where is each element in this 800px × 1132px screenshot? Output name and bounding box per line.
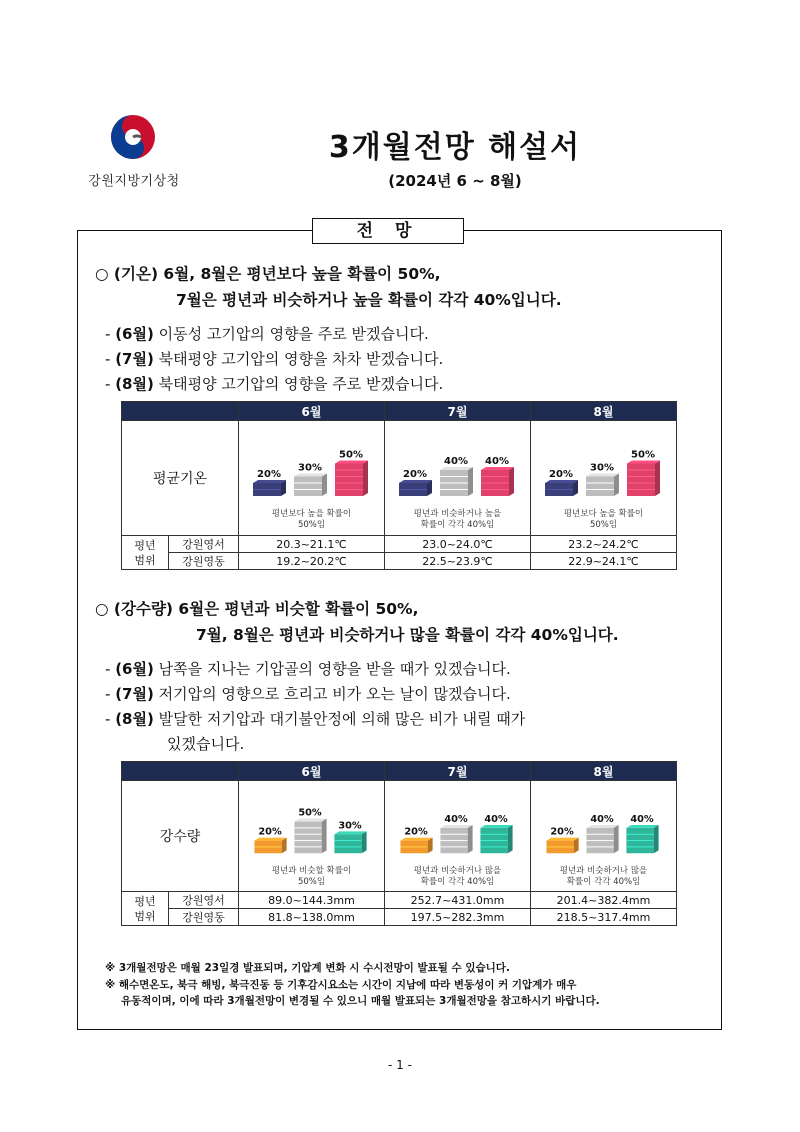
bar-below-normal	[546, 837, 578, 853]
bar-above-normal	[480, 824, 512, 852]
table-cell: 197.5~282.3mm	[385, 909, 531, 926]
page-title: 3개월전망 해설서	[328, 130, 582, 165]
precip-headline-2: 7월, 8월은 평년과 비슷하거나 많을 확률이 각각 40%입니다.	[196, 626, 619, 644]
precip-chart-6	[239, 785, 384, 863]
table-cell: 22.9~24.1℃	[531, 553, 677, 570]
precip-chart-8	[531, 785, 676, 863]
precip-bullet-7: - (7월) 저기압의 영향으로 흐리고 비가 오는 날이 많겠습니다.	[105, 685, 511, 703]
precip-month-6: 6월	[239, 762, 385, 781]
bar-near-normal	[440, 467, 473, 496]
data-label-near-normal: 50%	[298, 807, 322, 819]
precip-caption-7: 평년과 비슷하거나 많을 확률이 각각 40%임	[413, 865, 502, 887]
precip-region-west: 강원영서	[169, 892, 239, 909]
temp-caption-7: 평년과 비슷하거나 높을 확률이 각각 40%임	[413, 508, 502, 530]
bar-above-normal	[626, 824, 658, 852]
data-label-above-normal: 40%	[485, 455, 509, 467]
temp-month-6: 6월	[239, 402, 385, 421]
data-label-below-normal: 20%	[549, 468, 573, 480]
temp-region-west: 강원영서	[169, 536, 239, 553]
precip-chart-cell-6	[239, 781, 385, 892]
bar-near-normal	[586, 473, 619, 496]
precip-month-8: 8월	[531, 762, 677, 781]
bar-near-normal	[294, 818, 326, 853]
precip-region-east: 강원영동	[169, 909, 239, 926]
precip-chart-cell-7	[385, 781, 531, 892]
kma-logo	[108, 112, 158, 162]
note-1: ※ 3개월전망은 매월 23일경 발표되며, 기압계 변화 시 수시전망이 발표될 수 있습니다.	[105, 962, 510, 974]
data-label-below-normal: 20%	[404, 826, 428, 838]
taegeuk-logo-icon	[108, 112, 158, 162]
temp-bullet-8: - (8월) 북태평양 고기압의 영향을 주로 받겠습니다.	[105, 375, 444, 393]
table-cell: 20.3~21.1℃	[239, 536, 385, 553]
table-cell: 201.4~382.4mm	[531, 892, 677, 909]
bar-near-normal	[440, 824, 472, 852]
data-label-below-normal: 20%	[403, 468, 427, 480]
precip-range-label: 평년 범위	[122, 892, 169, 926]
section-label: 전 망	[312, 218, 464, 244]
bar-below-normal	[253, 480, 286, 496]
bar-below-normal	[399, 480, 432, 496]
bar-above-normal	[335, 460, 368, 496]
table-cell: 22.5~23.9℃	[385, 553, 531, 570]
temp-chart-cell-7	[385, 421, 531, 536]
page-number: - 1 -	[388, 1058, 412, 1072]
precip-caption-8: 평년과 비슷하거나 많을 확률이 각각 40%임	[559, 865, 648, 887]
note-2-cont: 유동적이며, 이에 따라 3개월전망이 변경될 수 있으니 매월 발표되는 3개월전망을 참고하시기 바랍니다.	[121, 995, 600, 1007]
precip-row-label: 강수량	[122, 781, 239, 892]
precip-month-7: 7월	[385, 762, 531, 781]
data-label-above-normal: 30%	[338, 819, 362, 831]
precip-chart-cell-8	[531, 781, 677, 892]
bar-above-normal	[334, 831, 366, 853]
temp-bullet-6: - (6월) 이동성 고기압의 영향을 주로 받겠습니다.	[105, 325, 429, 343]
bar-near-normal	[294, 473, 327, 496]
temp-chart-7	[385, 426, 530, 506]
data-label-below-normal: 20%	[258, 826, 282, 838]
precip-chart-7	[385, 785, 530, 863]
data-label-above-normal: 40%	[630, 813, 654, 825]
temp-headline-2: 7월은 평년과 비슷하거나 높을 확률이 각각 40%입니다.	[176, 291, 562, 309]
temp-caption-6: 평년보다 높을 확률이 50%임	[271, 508, 352, 530]
bar-below-normal	[400, 837, 432, 853]
temp-month-8: 8월	[531, 402, 677, 421]
table-cell: 23.2~24.2℃	[531, 536, 677, 553]
temp-chart-cell-8	[531, 421, 677, 536]
temp-headline-1: ○ (기온) 6월, 8월은 평년보다 높을 확률이 50%,	[95, 265, 441, 283]
bar-near-normal	[586, 824, 618, 852]
note-2: ※ 해수면온도, 북극 해빙, 북극진동 등 기후감시요소는 시간이 지남에 따라 변동성이 커 기압계가 매우	[105, 979, 577, 991]
table-cell: 252.7~431.0mm	[385, 892, 531, 909]
data-label-near-normal: 40%	[444, 455, 468, 467]
data-label-near-normal: 40%	[444, 813, 468, 825]
org-name: 강원지방기상청	[88, 174, 180, 189]
precip-table	[121, 761, 677, 926]
bar-below-normal	[254, 837, 286, 853]
bar-above-normal	[481, 467, 514, 496]
precip-bullet-6: - (6월) 남쪽을 지나는 기압골의 영향을 받을 때가 있겠습니다.	[105, 660, 511, 678]
data-label-below-normal: 20%	[257, 468, 281, 480]
data-label-above-normal: 40%	[484, 813, 508, 825]
temp-region-east: 강원영동	[169, 553, 239, 570]
data-label-below-normal: 20%	[550, 826, 574, 838]
data-label-above-normal: 50%	[631, 449, 655, 460]
precip-caption-6: 평년과 비슷할 확률이 50%임	[271, 865, 352, 887]
table-cell: 19.2~20.2℃	[239, 553, 385, 570]
bar-below-normal	[545, 480, 578, 496]
data-label-above-normal: 50%	[339, 449, 363, 460]
data-label-near-normal: 30%	[298, 462, 322, 473]
temp-chart-6	[239, 426, 384, 506]
precip-bullet-8-cont: 있겠습니다.	[167, 735, 245, 753]
temp-month-7: 7월	[385, 402, 531, 421]
data-label-near-normal: 40%	[590, 813, 614, 825]
table-cell: 81.8~138.0mm	[239, 909, 385, 926]
forecast-period: (2024년 6 ~ 8월)	[388, 172, 522, 190]
temp-range-label: 평년 범위	[122, 536, 169, 570]
temp-chart-8	[531, 426, 676, 506]
temp-chart-cell-6	[239, 421, 385, 536]
table-cell: 218.5~317.4mm	[531, 909, 677, 926]
data-label-near-normal: 30%	[590, 462, 614, 473]
bar-above-normal	[627, 460, 660, 496]
precip-headline-1: ○ (강수량) 6월은 평년과 비슷할 확률이 50%,	[95, 600, 419, 618]
table-cell: 89.0~144.3mm	[239, 892, 385, 909]
table-cell: 23.0~24.0℃	[385, 536, 531, 553]
temp-caption-8: 평년보다 높을 확률이 50%임	[563, 508, 644, 530]
temp-row-label: 평균기온	[122, 421, 239, 536]
precip-bullet-8: - (8월) 발달한 저기압과 대기불안정에 의해 많은 비가 내릴 때가	[105, 710, 526, 728]
temp-table	[121, 401, 677, 570]
temp-bullet-7: - (7월) 북태평양 고기압의 영향을 차차 받겠습니다.	[105, 350, 444, 368]
